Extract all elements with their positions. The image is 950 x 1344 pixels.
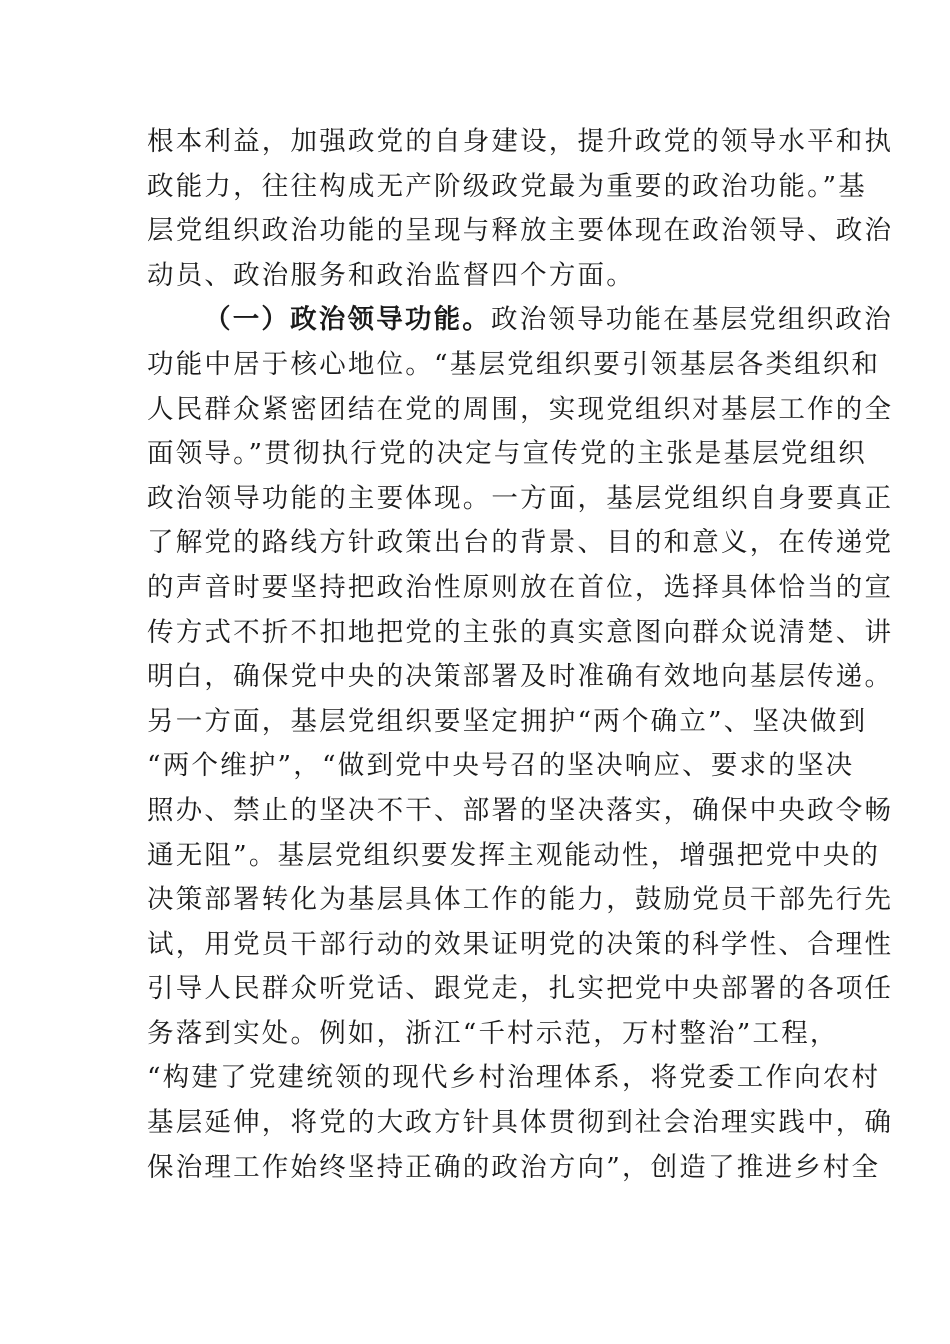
- section-heading: （一）政治领导功能。: [204, 304, 491, 336]
- text-line-13: 明白，确保党中央的决策部署及时准确有效地向基层传递。: [147, 661, 894, 693]
- text-line-20: 引导人民群众听党话、跟党走，扎实把党中央部署的各项任: [147, 973, 894, 1005]
- text-line-15: “两个维护”，“做到党中央号召的坚决响应、要求的坚决: [147, 750, 855, 782]
- text-line-4: 动员、政治服务和政治监督四个方面。: [147, 259, 635, 291]
- section-heading-line: [147, 298, 893, 343]
- text-line-6: 功能中居于核心地位。“基层党组织要引领基层各类组织和: [147, 348, 881, 380]
- text-line-10: 了解党的路线方针政策出台的背景、目的和意义，在传递党: [147, 527, 894, 559]
- text-line-8: 面领导。”贯彻执行党的决定与宣传党的主张是基层党组织: [147, 438, 867, 470]
- text-line-21: 务落到实处。例如，浙江“千村示范，万村整治”工程，: [147, 1017, 839, 1049]
- text-line-1: 根本利益，加强政党的自身建设，提升政党的领导水平和执: [147, 126, 894, 157]
- text-line-24: 保治理工作始终坚持正确的政治方向”，创造了推进乡村全: [147, 1151, 881, 1183]
- text-line-11: 的声音时要坚持把政治性原则放在首位，选择具体恰当的宣: [147, 571, 894, 603]
- body-text: [147, 120, 894, 1190]
- text-line-16: 照办、禁止的坚决不干、部署的坚决落实，确保中央政令畅: [147, 794, 894, 826]
- text-line-23: 基层延伸，将党的大政方针具体贯彻到社会治理实践中，确: [147, 1107, 894, 1139]
- text-line-17: 通无阻”。基层党组织要发挥主观能动性，增强把党中央的: [147, 839, 881, 871]
- text-line-19: 试，用党员干部行动的效果证明党的决策的科学性、合理性: [147, 928, 894, 960]
- text-line-2: 政能力，往往构成无产阶级政党最为重要的政治功能。”基: [147, 170, 867, 202]
- text-line-14: 另一方面，基层党组织要坚定拥护“两个确立”、坚决做到: [147, 705, 868, 737]
- text-line-18: 决策部署转化为基层具体工作的能力，鼓励党员干部先行先: [147, 884, 894, 916]
- text-line-7: 人民群众紧密团结在党的周围，实现党组织对基层工作的全: [147, 393, 894, 425]
- section-heading-rest: 政治领导功能在基层党组织政治: [491, 304, 893, 336]
- text-line-12: 传方式不折不扣地把党的主张的真实意图向群众说清楚、讲: [147, 616, 894, 648]
- text-line-3: 层党组织政治功能的呈现与释放主要体现在政治领导、政治: [147, 215, 894, 247]
- text-line-9: 政治领导功能的主要体现。一方面，基层党组织自身要真正: [147, 482, 894, 514]
- text-line-22: “构建了党建统领的现代乡村治理体系，将党委工作向农村: [147, 1062, 881, 1094]
